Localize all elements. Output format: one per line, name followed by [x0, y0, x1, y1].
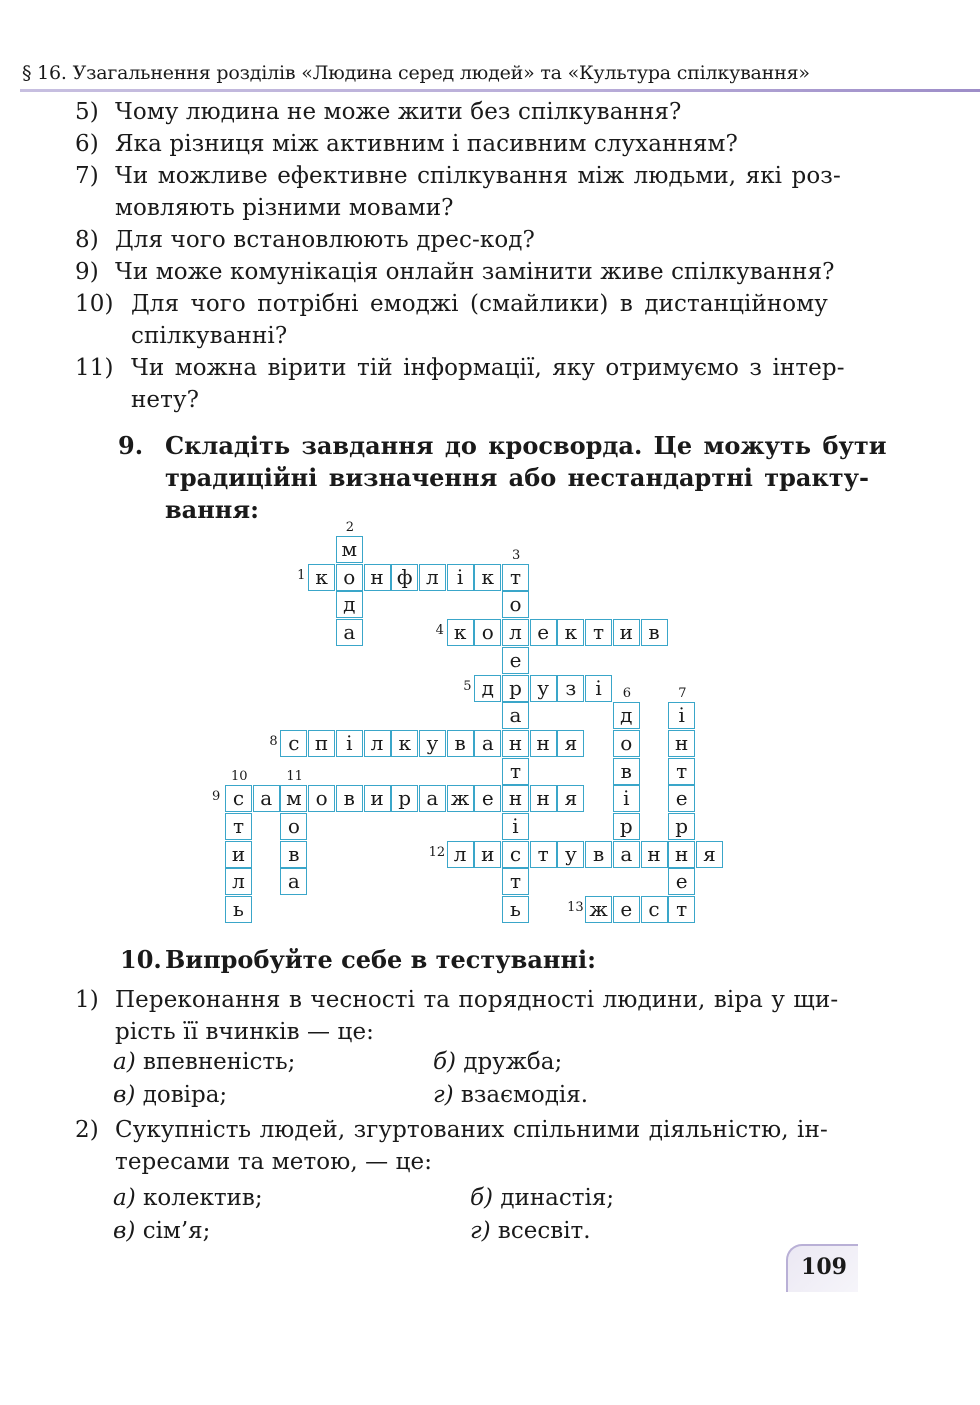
question-8	[75, 224, 875, 256]
question-number: 8)	[75, 227, 99, 253]
crossword-cell: у	[530, 675, 557, 702]
crossword-cell: ь	[502, 896, 529, 923]
crossword-cell: я	[557, 785, 584, 812]
question-text: Чи може комунікація онлайн замінити живе спілкування?	[115, 259, 835, 285]
crossword-cell: м	[280, 785, 307, 812]
crossword-cell: в	[336, 785, 363, 812]
crossword-cell: і	[502, 813, 529, 840]
crossword-cell: т	[668, 758, 695, 785]
answer-option[interactable]	[470, 1215, 591, 1247]
crossword-cell: ж	[447, 785, 474, 812]
clue-number: 10	[231, 769, 248, 785]
crossword-cell: е	[474, 785, 501, 812]
crossword-cell: з	[557, 675, 584, 702]
clue-number: 4	[435, 623, 444, 639]
crossword-cell: н	[364, 564, 391, 591]
crossword-cell: а	[502, 702, 529, 729]
crossword-cell: а	[613, 841, 640, 868]
answer-option[interactable]	[433, 1046, 562, 1078]
crossword-cell: и	[474, 841, 501, 868]
option-letter: б)	[433, 1049, 457, 1075]
option-letter: а)	[113, 1049, 136, 1075]
crossword-cell: с	[641, 896, 668, 923]
option-text: дружба;	[463, 1049, 563, 1075]
option-letter: б)	[470, 1185, 494, 1211]
crossword-cell: і	[585, 675, 612, 702]
crossword-cell: я	[696, 841, 723, 868]
option-text: впевненість;	[143, 1049, 296, 1075]
crossword-cell: н	[530, 785, 557, 812]
crossword-cell: н	[668, 841, 695, 868]
crossword-cell: о	[474, 619, 501, 646]
running-header	[22, 62, 810, 84]
clue-number: 8	[269, 733, 278, 749]
option-text: династія;	[500, 1185, 615, 1211]
question-text: Для чого встановлюють дрес-код?	[115, 227, 535, 253]
clue-number: 12	[428, 844, 446, 860]
question-number: 9)	[75, 259, 99, 285]
option-letter: в)	[113, 1082, 136, 1108]
question-text: мовляють різними мовами?	[115, 195, 454, 221]
question-11	[75, 352, 875, 416]
crossword-cell: с	[502, 841, 529, 868]
crossword-cell: с	[225, 785, 252, 812]
crossword-cell: у	[419, 730, 446, 757]
crossword-cell: л	[419, 564, 446, 591]
question-6	[75, 128, 875, 160]
crossword-cell: м	[336, 536, 363, 563]
crossword-cell: к	[308, 564, 335, 591]
question-text: нету?	[131, 387, 200, 413]
task-10-number: 10.	[120, 945, 162, 974]
clue-number: 1	[297, 567, 306, 583]
header-rule	[20, 89, 980, 92]
option-text: довіра;	[142, 1082, 228, 1108]
question-7	[75, 160, 875, 224]
crossword-cell: к	[447, 619, 474, 646]
crossword-cell: т	[502, 564, 529, 591]
crossword-cell: а	[474, 730, 501, 757]
crossword-cell: п	[308, 730, 335, 757]
question-number: 10)	[75, 291, 114, 317]
question-5	[75, 96, 875, 128]
crossword-cell: т	[530, 841, 557, 868]
question-9	[75, 256, 875, 288]
crossword-cell: л	[447, 841, 474, 868]
test-question-text: рість її вчинків — це:	[115, 1019, 375, 1045]
crossword-cell: р	[668, 813, 695, 840]
crossword-cell: і	[668, 702, 695, 729]
task-9-line: традиційні визначення або нестандартні тракту-	[165, 463, 869, 492]
task-9-line: Складіть завдання до кросворда. Це можуть бути	[165, 431, 887, 460]
clue-number: 13	[567, 900, 584, 916]
test-question-text: Переконання в чесності та порядності людини, віра у щи-	[115, 987, 839, 1013]
test-question-2	[75, 1114, 875, 1178]
question-number: 11)	[75, 355, 114, 381]
crossword-cell: ь	[225, 896, 252, 923]
crossword-cell: т	[668, 896, 695, 923]
crossword-cell: т	[502, 758, 529, 785]
question-text: Для чого потрібні емоджі (смайлики) в дистанційному	[131, 291, 828, 317]
crossword-cell: у	[557, 841, 584, 868]
test-question-1	[75, 984, 875, 1048]
crossword-cell: в	[613, 758, 640, 785]
crossword-cell: р	[613, 813, 640, 840]
question-number: 6)	[75, 131, 99, 157]
crossword-cell: о	[280, 813, 307, 840]
section-title: Узагальнення розділів «Людина серед людей» та «Культура спілкування»	[72, 62, 810, 84]
crossword-cell: к	[474, 564, 501, 591]
crossword-cell: н	[502, 730, 529, 757]
crossword-cell: я	[557, 730, 584, 757]
answer-option[interactable]	[470, 1182, 614, 1214]
crossword-cell: е	[613, 896, 640, 923]
answer-option[interactable]	[113, 1046, 295, 1078]
crossword-cell: т	[585, 619, 612, 646]
crossword-cell: и	[613, 619, 640, 646]
page-number: 109	[801, 1254, 847, 1280]
crossword-cell: о	[336, 564, 363, 591]
clue-number: 2	[345, 520, 355, 535]
crossword-cell: л	[364, 730, 391, 757]
crossword-cell: о	[613, 730, 640, 757]
option-text: колектив;	[143, 1185, 263, 1211]
crossword-cell: е	[668, 785, 695, 812]
crossword-cell: е	[530, 619, 557, 646]
option-letter: г)	[433, 1082, 454, 1108]
option-letter: г)	[470, 1218, 491, 1244]
clue-number: 3	[512, 547, 521, 563]
crossword-cell: ж	[585, 896, 612, 923]
crossword-cell: і	[613, 785, 640, 812]
question-number: 7)	[75, 163, 99, 189]
crossword-cell: е	[668, 868, 695, 895]
option-text: всесвіт.	[497, 1218, 591, 1244]
option-letter: в)	[113, 1218, 136, 1244]
question-10	[75, 288, 875, 352]
crossword-cell: в	[447, 730, 474, 757]
question-text: Чи можна вірити тій інформації, яку отримуємо з інтер-	[131, 355, 845, 381]
answer-option[interactable]	[113, 1215, 210, 1247]
crossword-cell: н	[502, 785, 529, 812]
test-question-text: тересами та метою, — це:	[115, 1149, 433, 1175]
question-text: Яка різниця між активним і пасивним слуханням?	[115, 131, 738, 157]
crossword-cell: д	[613, 702, 640, 729]
option-letter: а)	[113, 1185, 136, 1211]
clue-number: 7	[678, 686, 687, 702]
option-text: взаємодія.	[460, 1082, 589, 1108]
question-text: Чому людина не може жити без спілкування?	[115, 99, 682, 125]
crossword-cell: і	[336, 730, 363, 757]
crossword-cell: а	[280, 868, 307, 895]
answer-option[interactable]	[433, 1079, 588, 1111]
section-number: § 16.	[22, 62, 67, 84]
page-number-badge	[786, 1244, 858, 1292]
crossword-cell: р	[502, 675, 529, 702]
test-question-number: 2)	[75, 1117, 99, 1143]
crossword-cell: к	[391, 730, 418, 757]
question-text: Чи можливе ефективне спілкування між людьми, які роз-	[115, 163, 841, 189]
crossword-cell: т	[225, 813, 252, 840]
question-number: 5)	[75, 99, 99, 125]
crossword-cell: л	[502, 619, 529, 646]
crossword-cell: в	[585, 841, 612, 868]
crossword-cell: а	[419, 785, 446, 812]
crossword-cell: и	[364, 785, 391, 812]
crossword-cell: н	[530, 730, 557, 757]
crossword-cell: д	[336, 591, 363, 618]
crossword-cell: е	[502, 647, 529, 674]
crossword-cell: с	[280, 730, 307, 757]
crossword-cell: о	[308, 785, 335, 812]
question-text: спілкуванні?	[131, 323, 288, 349]
crossword-cell: т	[502, 868, 529, 895]
task-9-line: вання:	[165, 495, 259, 524]
crossword-cell: л	[225, 868, 252, 895]
crossword-cell: а	[336, 619, 363, 646]
crossword-cell: в	[641, 619, 668, 646]
crossword-cell: в	[280, 841, 307, 868]
answer-option[interactable]	[113, 1182, 263, 1214]
clue-number: 5	[463, 678, 472, 694]
clue-number: 11	[286, 769, 303, 785]
crossword-cell: а	[253, 785, 280, 812]
test-question-text: Сукупність людей, згуртованих спільними діяльністю, ін-	[115, 1117, 828, 1143]
crossword-cell: ф	[391, 564, 418, 591]
crossword-cell: о	[502, 591, 529, 618]
option-text: сім’я;	[142, 1218, 211, 1244]
clue-number: 9	[212, 789, 221, 805]
clue-number: 6	[622, 686, 632, 702]
crossword-cell: і	[447, 564, 474, 591]
crossword-cell: р	[391, 785, 418, 812]
crossword-cell: к	[557, 619, 584, 646]
crossword-cell: н	[641, 841, 668, 868]
crossword-cell: д	[474, 675, 501, 702]
test-question-number: 1)	[75, 987, 99, 1013]
task-10-title: Випробуйте себе в тестуванні:	[165, 945, 596, 974]
answer-option[interactable]	[113, 1079, 227, 1111]
crossword-cell: и	[225, 841, 252, 868]
crossword-cell: н	[668, 730, 695, 757]
task-9-number: 9.	[118, 431, 144, 460]
